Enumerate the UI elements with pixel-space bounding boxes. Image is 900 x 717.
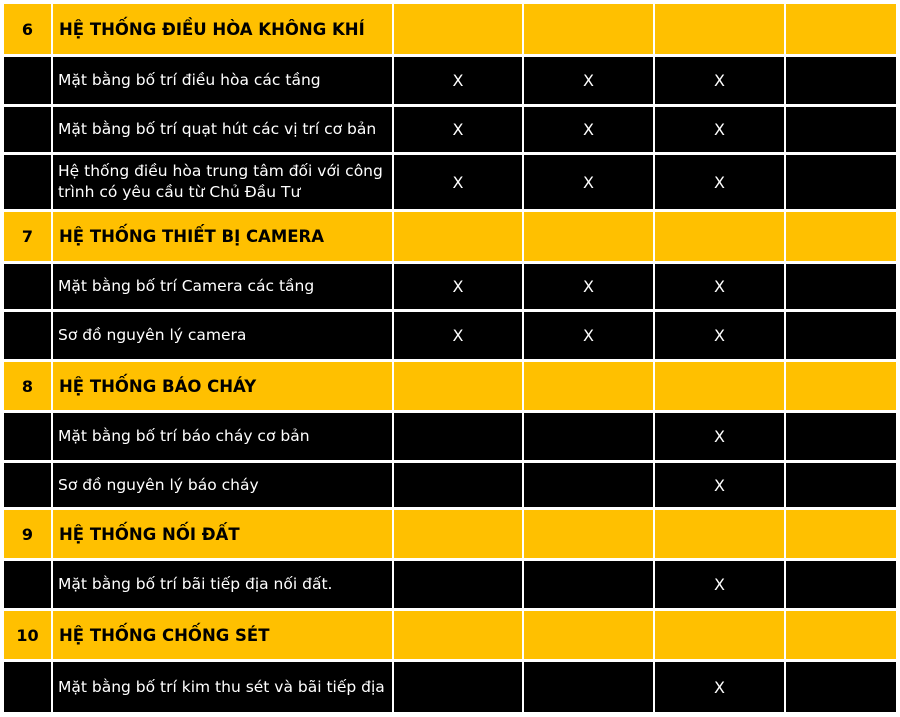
section-number: 6 (4, 4, 51, 54)
check-mark (524, 413, 653, 460)
section-title: HỆ THỐNG CHỐNG SÉT (53, 611, 392, 659)
index-cell (4, 662, 51, 712)
header-cell (655, 611, 784, 659)
item-description: Mặt bằng bố trí điều hòa các tầng (53, 57, 392, 104)
index-cell (4, 57, 51, 104)
section-number: 8 (4, 362, 51, 410)
header-cell (655, 362, 784, 410)
check-mark (786, 264, 896, 309)
check-mark (786, 561, 896, 608)
section-number: 10 (4, 611, 51, 659)
header-cell (394, 4, 522, 54)
check-mark: X (655, 264, 784, 309)
header-cell (655, 212, 784, 261)
check-mark: X (524, 155, 653, 209)
check-mark: X (394, 155, 522, 209)
item-description: Mặt bằng bố trí Camera các tầng (53, 264, 392, 309)
check-mark: X (655, 662, 784, 712)
section-title: HỆ THỐNG NỐI ĐẤT (53, 510, 392, 558)
header-cell (786, 611, 896, 659)
item-description: Mặt bằng bố trí bãi tiếp địa nối đất. (53, 561, 392, 608)
header-cell (524, 212, 653, 261)
header-cell (786, 510, 896, 558)
check-mark: X (394, 107, 522, 152)
index-cell (4, 413, 51, 460)
header-cell (786, 212, 896, 261)
check-mark (786, 57, 896, 104)
check-mark (786, 413, 896, 460)
header-cell (786, 4, 896, 54)
check-mark (394, 662, 522, 712)
check-mark: X (655, 463, 784, 507)
header-cell (524, 510, 653, 558)
header-cell (786, 362, 896, 410)
check-mark: X (655, 312, 784, 359)
header-cell (394, 362, 522, 410)
check-mark: X (655, 107, 784, 152)
section-title: HỆ THỐNG ĐIỀU HÒA KHÔNG KHÍ (53, 4, 392, 54)
check-mark: X (655, 155, 784, 209)
check-mark (786, 312, 896, 359)
index-cell (4, 561, 51, 608)
item-description: Mặt bằng bố trí báo cháy cơ bản (53, 413, 392, 460)
check-mark (394, 561, 522, 608)
check-mark (524, 662, 653, 712)
check-mark: X (394, 312, 522, 359)
index-cell (4, 264, 51, 309)
check-mark (394, 413, 522, 460)
header-cell (524, 362, 653, 410)
check-mark (786, 463, 896, 507)
check-mark (394, 463, 522, 507)
check-mark: X (655, 413, 784, 460)
section-title: HỆ THỐNG THIẾT BỊ CAMERA (53, 212, 392, 261)
index-cell (4, 107, 51, 152)
check-mark: X (524, 264, 653, 309)
section-title: HỆ THỐNG BÁO CHÁY (53, 362, 392, 410)
check-mark: X (524, 57, 653, 104)
check-mark (786, 662, 896, 712)
item-description: Hệ thống điều hòa trung tâm đối với công trình có yêu cầu từ Chủ Đầu Tư (53, 155, 392, 209)
section-number: 9 (4, 510, 51, 558)
header-cell (394, 510, 522, 558)
index-cell (4, 155, 51, 209)
header-cell (524, 4, 653, 54)
header-cell (655, 4, 784, 54)
item-description: Sơ đồ nguyên lý báo cháy (53, 463, 392, 507)
index-cell (4, 312, 51, 359)
check-mark (786, 155, 896, 209)
header-cell (524, 611, 653, 659)
section-number: 7 (4, 212, 51, 261)
index-cell (4, 463, 51, 507)
check-mark: X (524, 107, 653, 152)
check-mark: X (655, 561, 784, 608)
check-mark (786, 107, 896, 152)
header-cell (394, 611, 522, 659)
check-mark: X (394, 57, 522, 104)
check-mark: X (524, 312, 653, 359)
item-description: Sơ đồ nguyên lý camera (53, 312, 392, 359)
header-cell (394, 212, 522, 261)
check-mark: X (394, 264, 522, 309)
check-mark (524, 561, 653, 608)
header-cell (655, 510, 784, 558)
check-mark (524, 463, 653, 507)
item-description: Mặt bằng bố trí quạt hút các vị trí cơ bản (53, 107, 392, 152)
check-mark: X (655, 57, 784, 104)
item-description: Mặt bằng bố trí kim thu sét và bãi tiếp địa (53, 662, 392, 712)
